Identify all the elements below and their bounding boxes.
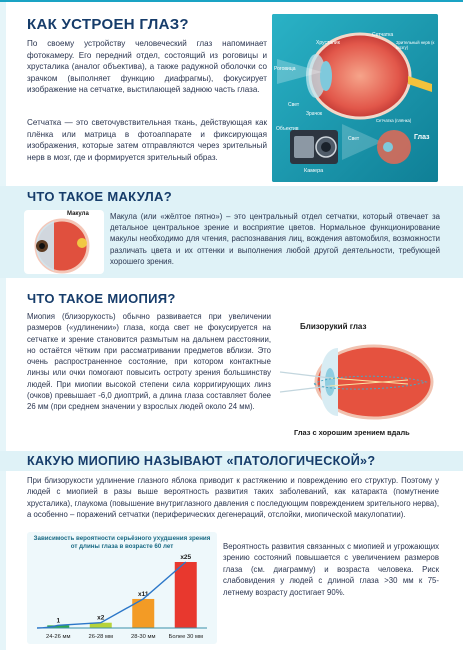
label-myopic-eye: Близорукий глаз [300,322,367,331]
label-optic-nerve: Зрительный нерв (к мозгу) [396,40,435,50]
chart-bar-4 [175,562,197,628]
chart-svg [27,554,217,644]
chart-title: Зависимость вероятности серьёзного ухудшения зрения от длины глаза в возрасте 60 лет [33,535,211,550]
chart-tick-label-3: 28-30 мм [131,634,156,640]
myopia-text: Миопия (близорукость) обычно развивается при увеличении размеров («удлинении») глаза, когда свет не фокусируется на сетчатке и зрение становится размытым на дальнем расстоянии, но остаётся чётким при рассматривании предметов вблизи. Это очень распространенное состояние, при котором контактные линзы или очки помогают повысить остроту зрения большинству людей. При миопии высокой степени сила корригирующих линз (очков) превышает -6,0 диоптрий, а длина глаза составляет более 26 мм (при среднем значении у взрослых людей около 24 мм). [27,312,271,412]
macula-section-title: ЧТО ТАКОЕ МАКУЛА? [27,189,172,204]
label-cornea: Роговица [274,66,296,72]
macula-text: Макула (или «жёлтое пятно») – это центральный отдел сетчатки, который отвечает за детальное центральное зрение и восприятие цветов. Нормальное функционирование макулы необходимо для чтения, распознавания лиц, вождения автомобиля, возможности различать цвета и их оттенки и выполнения любой другой деятельности, требующей хорошего зрения. [110,212,440,266]
chart-tick-label-2: 26-28 мм [88,634,113,640]
top-accent-bar [0,0,463,2]
eye-para-1: По своему устройству человеческий глаз напоминает фотокамеру. Его передний отдел, состоящий из роговицы и хрусталика (аналог объектива), а также радужной оболочки со зрачком (выполняет функцию диафрагмы), фокусирует изображение на сетчатке, выстилающей заднюю часть глаза. [27,39,267,95]
myopia-section-title: ЧТО ТАКОЕ МИОПИЯ? [27,291,176,306]
label-light: Свет [288,102,300,108]
eye-section-title: КАК УСТРОЕН ГЛАЗ? [27,16,189,33]
eye-camera-diagram [272,14,438,182]
left-accent-strip [0,0,6,650]
pathological-side-text: Вероятность развития связанных с миопией и угрожающих зрению состояний повышается с увеличением размеров глаза (см. диаграмму) и возраста человека. Риск слабовидения у людей с длиной глаза >30 мм к 75-летнему возрасту достигает 90%. [223,542,439,597]
risk-chart [27,532,217,644]
label-objective: Объектив [276,126,299,132]
chart-data-label-4: x25 [180,554,192,561]
chart-tick-label-4: Более 30 мм [168,634,203,640]
chart-tick-label-1: 24-26 мм [46,634,71,640]
label-macula: Макула [67,211,89,217]
chart-data-label-1: 1 [56,617,61,625]
label-camera: Камера [304,168,324,174]
myopia-diagram [278,316,442,446]
label-pupil: Зрачок [306,111,323,117]
macula-eye-image [24,210,104,274]
label-eye: Глаз [414,134,430,141]
pathological-text: При близорукости удлинение глазного яблока приводит к растяжению и повреждению его структур. Поэтому у людей с миопией в разы выше вероятность развития таких заболеваний, как катаракта (помутнение хрусталика), глаукома (повышение внутриглазного давления с последующим повреждением зрительного нерва), а особенно – поражений сетчатки (периферических дегенераций, отслойки, миопической макулопатии). [27,476,439,519]
label-retina-film: Сетчатка (плёнка) [376,118,412,123]
chart-data-label-2: x2 [97,614,105,622]
label-light-2: Свет [348,136,360,142]
label-retina: Сетчатка [372,32,394,38]
chart-data-label-3: x11 [138,590,149,598]
label-lens: Хрусталик [316,40,340,46]
eye-para-2: Сетчатка — это светочувствительная ткань, действующая как плёнка или матрица в фотоаппарате и фиксирующая изображения, которые затем отправляются через зрительный нерв в мозг, где и формируется зрительный образ. [27,118,267,162]
pathological-section-title: КАКУЮ МИОПИЮ НАЗЫВАЮТ «ПАТОЛОГИЧЕСКОЙ»? [27,454,376,468]
label-normal-eye: Глаз с хорошим зрением вдаль [294,428,410,437]
